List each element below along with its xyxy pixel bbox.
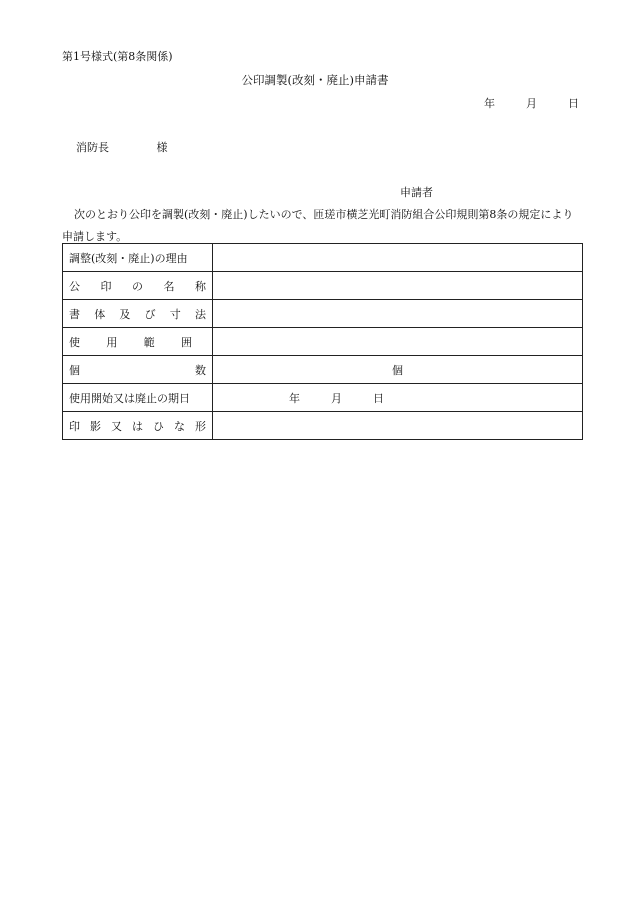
application-table	[62, 243, 583, 440]
row-label-typeface	[63, 300, 213, 328]
row-label-impression	[63, 412, 213, 440]
date-line	[484, 95, 579, 111]
document-title: 公印調製(改刻・廃止)申請書	[241, 73, 389, 87]
form-number: 第1号様式(第8条関係)	[62, 50, 173, 63]
date-cell-month: 月	[331, 391, 342, 405]
table-row	[63, 356, 583, 384]
spread-text-usage-scope	[69, 334, 206, 350]
row-value-impression[interactable]	[213, 412, 583, 440]
label-char: な	[174, 419, 185, 433]
table-row	[63, 384, 583, 412]
row-value-seal-name[interactable]	[213, 272, 583, 300]
label-char: 体	[94, 307, 106, 321]
row-label-usage-scope	[63, 328, 213, 356]
label-char: 法	[194, 307, 206, 321]
date-cell-year: 年	[289, 391, 300, 405]
label-char: 又	[111, 419, 122, 433]
body-text-content: 次のとおり公印を調製(改刻・廃止)したいので、匝瑳市横芝光町消防組合公印規則第8条の規定により申請します。	[62, 208, 574, 243]
label-char: は	[132, 419, 143, 433]
label-char: 名	[163, 279, 175, 293]
label-char: 書	[69, 307, 80, 321]
label-char: 形	[195, 419, 206, 433]
label-char: 使	[69, 335, 80, 349]
label-char: の	[132, 279, 143, 293]
table-row	[63, 272, 583, 300]
label-char: 公	[69, 279, 80, 293]
label-char: 影	[90, 419, 101, 433]
label-char: 囲	[180, 335, 192, 349]
spread-text-impression	[69, 418, 206, 434]
date-cell-day: 日	[373, 391, 384, 405]
table-row	[63, 412, 583, 440]
row-value-date[interactable]	[213, 384, 583, 412]
spread-text-typeface	[69, 306, 206, 322]
label-char: 印	[100, 279, 112, 293]
addressee-name: 消防長	[76, 141, 109, 154]
row-label-date: 使用開始又は廃止の期日	[63, 384, 213, 412]
label-char: 称	[195, 279, 206, 293]
row-label-reason: 調整(改刻・廃止)の理由	[63, 244, 213, 272]
label-char: 範	[143, 335, 155, 349]
date-day-label: 日	[568, 97, 579, 110]
label-char: ひ	[153, 419, 164, 433]
addressee	[76, 139, 168, 155]
spread-text-quantity	[69, 362, 206, 378]
table-row	[63, 244, 583, 272]
label-char: 用	[106, 335, 118, 349]
row-value-usage-scope[interactable]	[213, 328, 583, 356]
label-char: 個	[69, 363, 80, 377]
row-value-reason[interactable]	[213, 244, 583, 272]
row-label-quantity	[63, 356, 213, 384]
row-label-seal-name	[63, 272, 213, 300]
label-char: 印	[69, 419, 80, 433]
body-text	[62, 204, 584, 248]
table-row	[63, 300, 583, 328]
spread-text-seal-name	[69, 278, 206, 294]
label-char: 数	[195, 363, 206, 377]
addressee-honorific: 様	[156, 141, 168, 154]
row-value-quantity[interactable]: 個	[213, 356, 583, 384]
applicant-label: 申請者	[400, 186, 433, 199]
label-char: 寸	[169, 307, 181, 321]
label-char: び	[144, 307, 156, 321]
date-month-label: 月	[526, 97, 537, 110]
row-value-typeface[interactable]	[213, 300, 583, 328]
date-year-label: 年	[484, 97, 495, 110]
table-row	[63, 328, 583, 356]
label-char: 及	[119, 307, 131, 321]
